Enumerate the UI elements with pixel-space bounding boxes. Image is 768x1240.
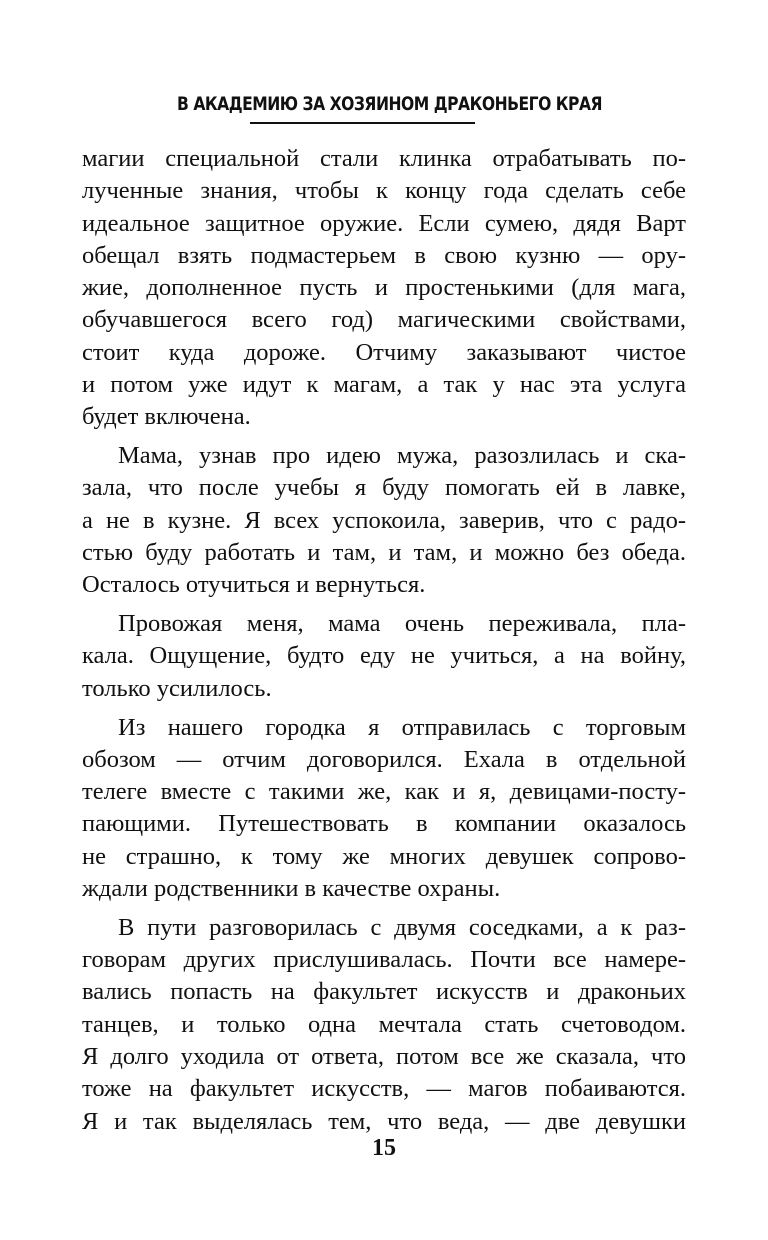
text-line: магии специальной стали клинка отрабатывать по- [82, 145, 686, 172]
text-line: жие, дополненное пусть и простенькими (для мага, [82, 274, 686, 302]
text-line: лученные знания, чтобы к концу года сделать себе [82, 177, 686, 205]
text-line: Я долго уходила от ответа, потом все же сказала, что [82, 1043, 686, 1071]
text-line: стоит куда дороже. Отчиму заказывают чистое [82, 338, 686, 366]
text-line: стью буду работать и там, и там, и можно без обеда. [82, 539, 686, 567]
text-line: кала. Ощущение, будто еду не учиться, а на войну, [82, 642, 686, 670]
text-line: ждали родственники в качестве охраны. [82, 875, 501, 903]
text-line: обозом — отчим договорился. Ехала в отдельной [82, 745, 686, 773]
text-line: В пути разговорилась с двумя соседками, а к раз- [118, 913, 686, 941]
text-line: а не в кузне. Я всех успокоила, заверив, что с радо- [82, 506, 686, 534]
text-line: Я и так выделялась тем, что веда, — две девушки [82, 1107, 686, 1135]
text-line: тоже на факультет искусств, — магов побаиваются. [82, 1075, 686, 1103]
text-line: и потом уже идут к магам, а так у нас эта услуга [82, 371, 686, 399]
text-line: пающими. Путешествовать в компании оказалось [82, 810, 686, 838]
running-head: В АКАДЕМИЮ ЗА ХОЗЯИНОМ ДРАКОНЬЕГО КРАЯ [177, 93, 603, 115]
text-line: Осталось отучиться и вернуться. [82, 571, 426, 599]
text-line: телеге вместе с такими же, как и я, девицами-посту- [82, 778, 686, 806]
page-number: 15 [372, 1135, 396, 1161]
running-head-rule [250, 122, 475, 124]
text-line: танцев, и только одна мечтала стать счетоводом. [82, 1010, 686, 1038]
paragraph [82, 440, 686, 601]
text-line: идеальное защитное оружие. Если сумею, дядя Варт [82, 209, 686, 237]
text-line: говорам других прислушивалась. Почти все намере- [82, 946, 686, 974]
text-line: обучавшегося всего год) магическими свойствами, [82, 306, 686, 334]
text-line: вались попасть на факультет искусств и драконьих [82, 978, 686, 1006]
paragraph [82, 608, 686, 705]
text-line: не страшно, к тому же многих девушек сопрово- [82, 842, 686, 870]
text-line: Мама, узнав про идею мужа, разозлилась и ска- [118, 442, 686, 470]
body-text [82, 143, 686, 1138]
text-line: Из нашего городка я отправилась с торговым [118, 713, 686, 741]
paragraph [82, 143, 686, 434]
text-line: зала, что после учебы я буду помогать ей в лавке, [82, 474, 686, 502]
text-line: Провожая меня, мама очень переживала, пла- [118, 610, 686, 638]
text-line: будет включена. [82, 403, 251, 431]
text-line: только усилилось. [82, 674, 272, 702]
paragraph [82, 712, 686, 906]
paragraph [82, 912, 686, 1138]
text-line: обещал взять подмастерьем в свою кузню — ору- [82, 241, 686, 269]
